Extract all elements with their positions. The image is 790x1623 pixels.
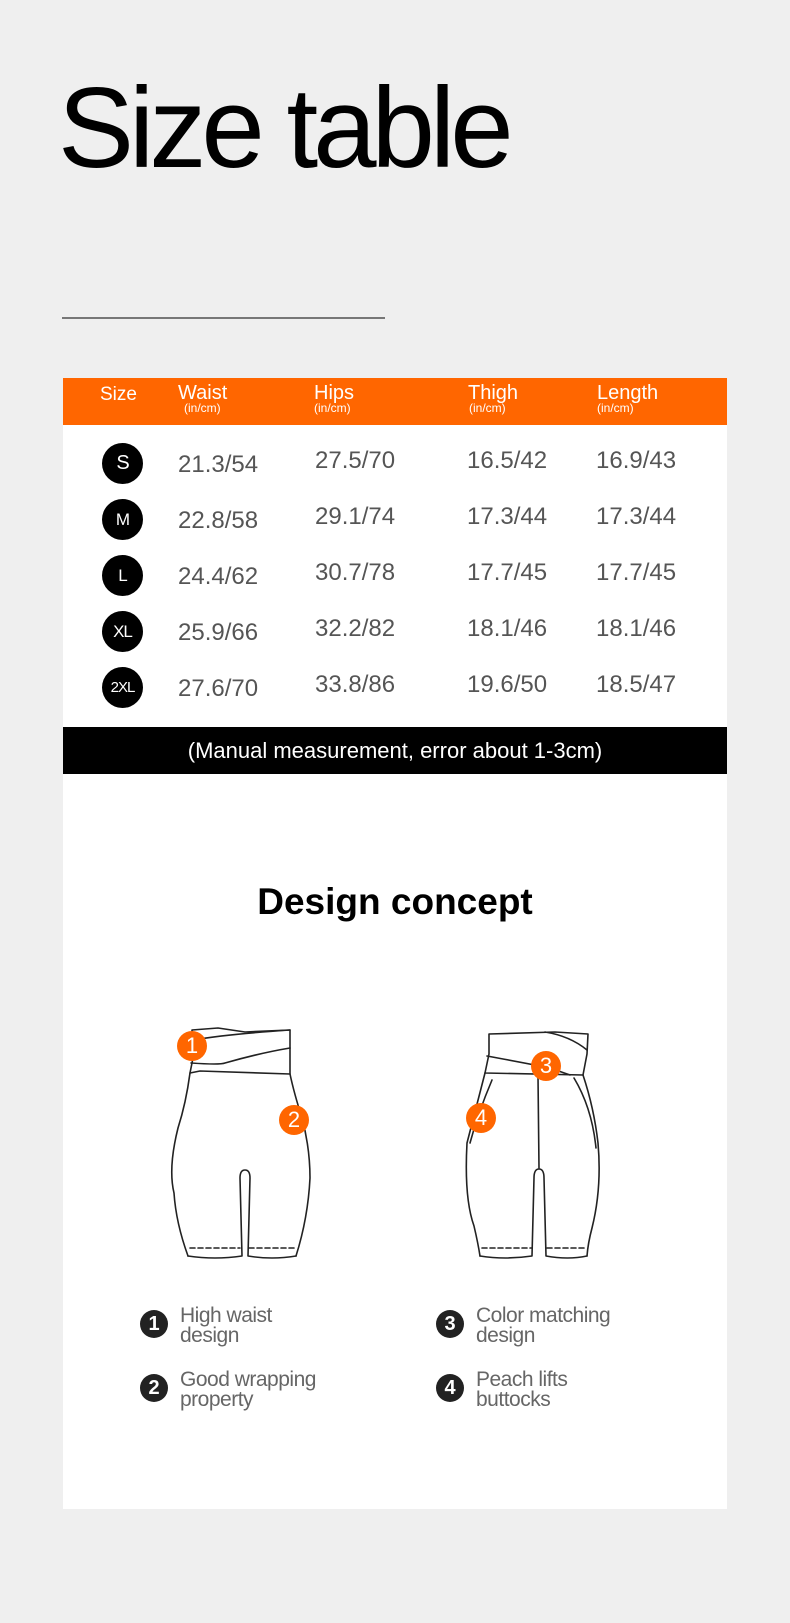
size-badge: M	[102, 499, 143, 540]
header-thigh-label: Thigh	[468, 382, 519, 404]
feature-item	[140, 1370, 400, 1420]
feature-line2: property	[180, 1388, 254, 1411]
size-badge: L	[102, 555, 143, 596]
hips-cell: 30.7/78	[315, 559, 396, 586]
marker-2: 2	[279, 1105, 309, 1135]
length-cell: 17.7/45	[596, 559, 677, 586]
header-hips	[314, 382, 354, 414]
waist-cell: 22.8/58	[178, 507, 259, 534]
header-length	[597, 382, 658, 414]
thigh-cell: 19.6/50	[467, 671, 548, 698]
size-card	[63, 378, 727, 1509]
thigh-cell: 17.7/45	[467, 559, 548, 586]
feature-line1: Color matching	[476, 1304, 611, 1327]
header-length-label: Length	[597, 382, 659, 404]
table-row	[63, 499, 727, 555]
size-table-header	[63, 378, 727, 425]
feature-line2: buttocks	[476, 1388, 551, 1411]
feature-text	[476, 1306, 610, 1346]
length-cell: 18.1/46	[596, 615, 677, 642]
table-row	[63, 555, 727, 611]
header-waist	[178, 382, 227, 414]
thigh-cell: 18.1/46	[467, 615, 548, 642]
feature-text	[476, 1370, 567, 1410]
hips-cell: 29.1/74	[315, 503, 396, 530]
number-3-icon: 3	[436, 1310, 464, 1338]
header-thigh	[468, 382, 518, 414]
length-cell: 16.9/43	[596, 447, 677, 474]
table-row	[63, 443, 727, 499]
waist-cell: 21.3/54	[178, 451, 259, 478]
hips-cell: 27.5/70	[315, 447, 396, 474]
header-length-unit: (in/cm)	[597, 401, 634, 415]
header-waist-label: Waist	[178, 382, 228, 404]
length-cell: 17.3/44	[596, 503, 677, 530]
size-badge: XL	[102, 611, 143, 652]
marker-3: 3	[531, 1051, 561, 1081]
feature-line2: design	[476, 1324, 535, 1347]
feature-item	[436, 1370, 696, 1420]
page-title: Size table	[58, 65, 509, 192]
length-cell: 18.5/47	[596, 671, 677, 698]
design-concept-title: Design concept	[257, 881, 533, 922]
header-thigh-unit: (in/cm)	[469, 401, 506, 415]
feature-line1: High waist	[180, 1304, 272, 1327]
waist-cell: 27.6/70	[178, 675, 259, 702]
hips-cell: 32.2/82	[315, 615, 396, 642]
thigh-cell: 16.5/42	[467, 447, 548, 474]
marker-1: 1	[177, 1031, 207, 1061]
header-waist-unit: (in/cm)	[184, 401, 221, 415]
header-size-label: Size	[100, 384, 137, 405]
feature-line1: Peach lifts	[476, 1368, 568, 1391]
header-hips-label: Hips	[314, 382, 355, 404]
size-badge: S	[102, 443, 143, 484]
number-2-icon: 2	[140, 1374, 168, 1402]
feature-line1: Good wrapping	[180, 1368, 316, 1391]
size-badge: 2XL	[102, 667, 143, 708]
waist-cell: 25.9/66	[178, 619, 259, 646]
table-row	[63, 667, 727, 723]
header-size	[100, 384, 137, 406]
shorts-front-illustration	[160, 1018, 340, 1278]
feature-text	[180, 1370, 316, 1410]
measurement-note: (Manual measurement, error about 1-3cm)	[63, 727, 727, 774]
thigh-cell: 17.3/44	[467, 503, 548, 530]
title-divider	[62, 317, 385, 319]
waist-cell: 24.4/62	[178, 563, 259, 590]
header-hips-unit: (in/cm)	[314, 401, 351, 415]
hips-cell: 33.8/86	[315, 671, 396, 698]
number-1-icon: 1	[140, 1310, 168, 1338]
feature-line2: design	[180, 1324, 239, 1347]
marker-4: 4	[466, 1103, 496, 1133]
feature-text	[180, 1306, 272, 1346]
table-row	[63, 611, 727, 667]
shorts-back-illustration	[450, 1018, 630, 1278]
feature-item	[436, 1306, 696, 1356]
number-4-icon: 4	[436, 1374, 464, 1402]
feature-item	[140, 1306, 400, 1356]
